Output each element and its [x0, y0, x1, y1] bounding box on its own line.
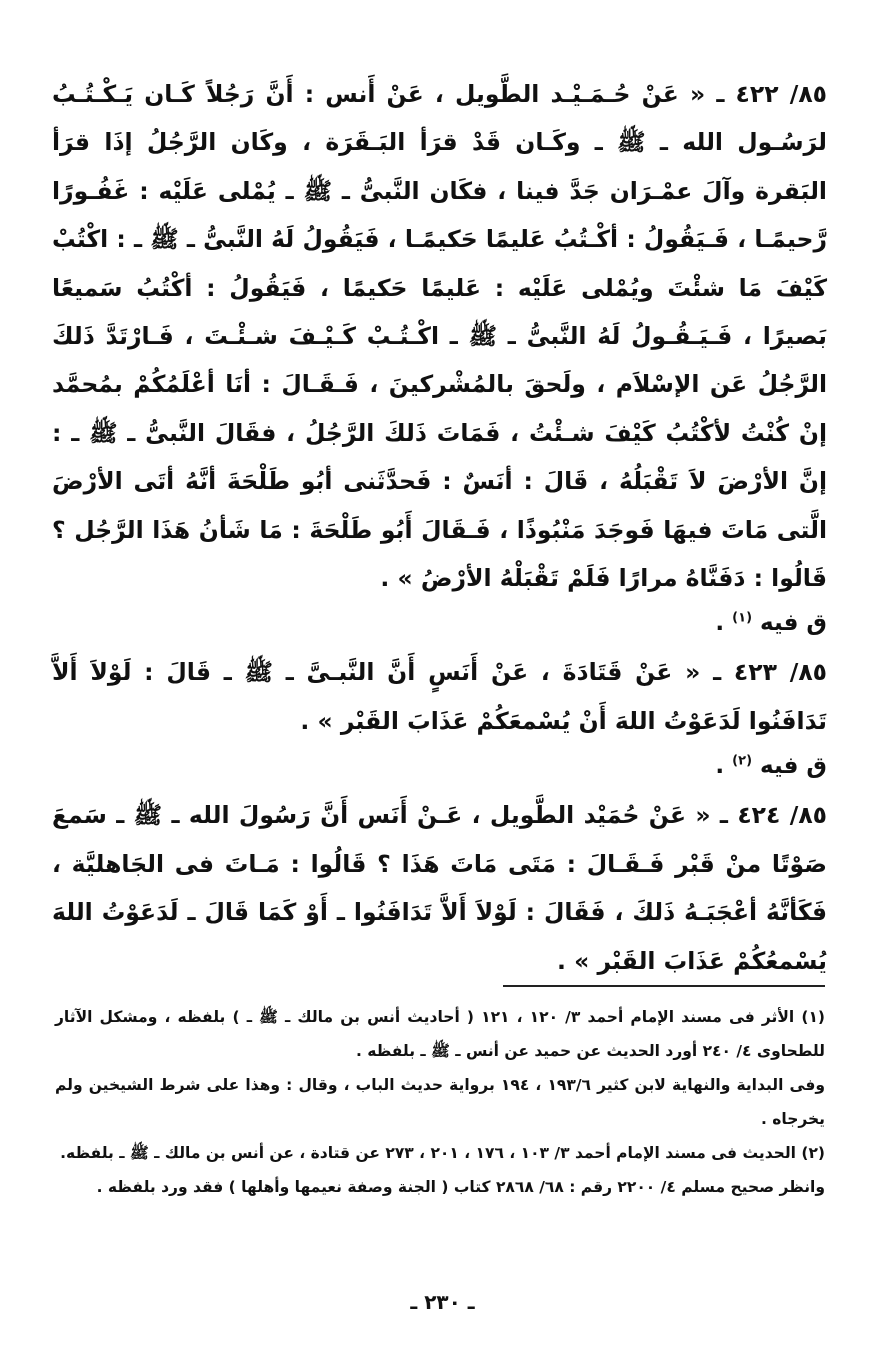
reference-label: ق فيه [760, 753, 827, 780]
footnote-1: (١) الأثر فى مسند الإمام أحمد ٣/ ١٢٠ ، ١٢١ ( أحاديث أنس بن مالك ـ ﷺ ـ ) بلفظه ، ومشكل الآثار للطحاوى ٤/ ٢٤٠ أورد الحديث عن حميد عن أنس ـ ﷺ ـ بلفظه . [55, 1008, 825, 1060]
hadith-422-text: ٨٥/ ٤٢٢ ـ « عَنْ حُـمَـيْـد الطَّويل ، عَنْ أَنس : أَنَّ رَجُلاً كَـان يَـكْـتُـبُ لرَسُـول الله ـ ﷺ ـ وكَـان قَدْ قرَأ البَـقَرَة ، وكَان الرَّجُلُ إذَا قرَأ البَقرة وآلَ عمْـرَان جَدَّ فينا ، فكَان النَّبىُّ ـ ﷺ ـ يُمْلى عَلَيْه : غَفُـورًا رَّحيمًـا ، فَـيَقُولُ : أكْـتُبُ عَليمًا حَكيمًـا ، فَيَقُولُ لَهُ النَّبىُّ ـ ﷺ ـ : اكْتُبْ كَيْفَ مَا شئْتَ ويُمْلى عَلَيْه : عَليمًا حَكيمًا ، فَيَقُولُ : أكْتُبُ سَميعًا بَصيرًا ، فَـيَـقُـولُ لَهُ النَّبىُّ ـ ﷺ ـ اكْـتُـبْ كَـيْـفَ شـئْـتَ ، فَـارْتَدَّ ذَلكَ الرَّجُلُ عَن الإسْلاَم ، ولَحقَ بالمُشْركينَ ، فَـقَـالَ : أنَا أعْلَمُكُمْ بمُحمَّد إنْ كُنْتُ لأكْتُبُ كَيْفَ شـئْتُ ، فَمَاتَ ذَلكَ الرَّجُلُ ، فقَالَ النَّبىُّ ـ ﷺ ـ : إنَّ الأرْضَ لاَ تَقْبَلُهُ ، قَالَ : أنَسٌ : فَحدَّثَنى أبُو طَلْحَةَ أنَّهُ أتَى الأرْضَ الَّتى مَاتَ فيهَا فَوجَدَ مَنْبُوذًا ، فَـقَالَ أَبُو طَلْحَةَ : مَا شَأنُ هَذَا الرَّجُل ؟ قَالُوا : دَفَنَّاهُ مرارًا فَلَمْ تَقْبَلْهُ الأرْضُ » . [52, 80, 827, 593]
hadith-422-reference: ق فيه $^{(١)}$ . [715, 610, 827, 637]
footnote-marker-2[interactable]: (٢) [732, 753, 753, 769]
hadith-423-text: ٨٥/ ٤٢٣ ـ « عَنْ قَتَادَةَ ، عَنْ أَنَسٍ أَنَّ النَّبـىَّ ـ ﷺ ـ قَالَ : لَوْلاَ أَلاَّ تَدَافَنُوا لَدَعَوْتُ اللهَ أَنْ يُسْمعَكُمْ عَذَابَ القَبْر » . [52, 658, 828, 735]
footnote-1-continued: وفى البداية والنهاية لابن كثير ١٩٣/٦ ، ١٩٤ برواية حديث الباب ، وقال : وهذا على شرط الشيخين ولم يخرجاه . [55, 1076, 826, 1128]
main-text [52, 70, 827, 985]
footnotes [55, 1000, 825, 1204]
footnote-divider [503, 985, 825, 987]
page-number: ـ ٢٣٠ ـ [410, 1290, 475, 1314]
footnote-2: (٢) الحديث فى مسند الإمام أحمد ٣/ ١٠٣ ، ١٧٦ ، ٢٠١ ، ٢٧٣ عن قتادة ، عن أنس بن مالك ـ ﷺ ـ بلفظه. [60, 1144, 825, 1162]
footnote-marker-1[interactable]: (١) [732, 610, 753, 626]
hadith-423-reference: ق فيه $^{(٢)}$ . [715, 753, 827, 780]
hadith-424-text: ٨٥/ ٤٢٤ ـ « عَنْ حُمَيْد الطَّويل ، عَـنْ أَنَس أَنَّ رَسُولَ الله ـ ﷺ ـ سَمعَ صَوْتًا منْ قَبْر فَـقَـالَ : مَتَى مَاتَ هَذَا ؟ قَالُوا : مَـاتَ فى الجَاهليَّة ، فَكَأنَّهُ أعْجَبَـهُ ذَلكَ ، فَقَالَ : لَوْلاَ أَلاَّ تَدَافَنُوا ـ أَوْ كَمَا قَالَ ـ لَدَعَوْتُ اللهَ يُسْمعُكُمْ عَذَابَ القَبْر » . [52, 801, 827, 975]
footnote-2-continued: وانظر صحيح مسلم ٤/ ٢٢٠٠ رقم : ٦٨/ ٢٨٦٨ كتاب ( الجنة وصفة نعيمها وأهلها ) فقد ورد بلفظه . [96, 1178, 825, 1196]
reference-label: ق فيه [760, 610, 827, 637]
